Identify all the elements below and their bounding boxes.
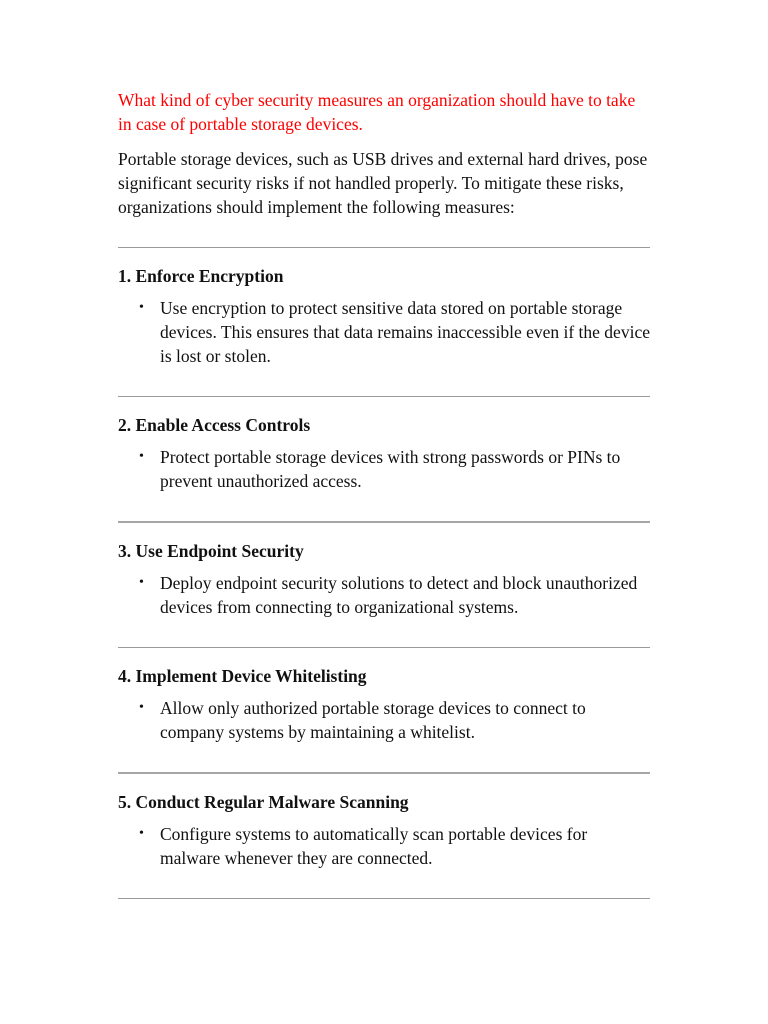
bullet-icon: • [139,700,144,715]
section-endpoint-security [118,523,650,647]
list-item-text: Use encryption to protect sensitive data stored on portable storage devices. This ensures that data remains inaccessible even if the device is lost or stolen. [160,298,650,366]
section-heading: 2. Enable Access Controls [118,415,311,435]
intro-paragraph: Portable storage devices, such as USB drives and external hard drives, pose significant security risks if not handled properly. To mitigate these risks, organizations should implement the following measures: [118,149,648,217]
bullet-icon: • [139,449,144,464]
question-heading: What kind of cyber security measures an organization should have to take in case of portable storage devices. [118,90,636,134]
section-heading: 3. Use Endpoint Security [118,541,304,561]
list-item-text: Deploy endpoint security solutions to detect and block unauthorized devices from connecting to organizational systems. [160,573,638,617]
list-item [139,445,650,493]
section-heading: 1. Enforce Encryption [118,266,284,286]
list-item [139,822,650,870]
section-heading: 4. Implement Device Whitelisting [118,666,367,686]
bullet-list [118,822,650,870]
bullet-icon: • [139,826,144,841]
list-item [139,571,650,619]
section-malware-scanning [118,774,650,898]
list-item-text: Protect portable storage devices with strong passwords or PINs to prevent unauthorized access. [160,447,621,491]
bullet-list [118,445,650,493]
list-item-text: Configure systems to automatically scan portable devices for malware whenever they are connected. [160,824,588,868]
section-access-controls [118,397,650,521]
bullet-icon: • [139,300,144,315]
bullet-list [118,296,650,368]
section-heading: 5. Conduct Regular Malware Scanning [118,792,409,812]
section-device-whitelisting [118,648,650,772]
bullet-list [118,696,650,744]
document-content [118,88,650,899]
list-item [139,296,650,368]
list-item [139,696,650,744]
bullet-icon: • [139,575,144,590]
list-item-text: Allow only authorized portable storage devices to connect to company systems by maintaining a whitelist. [160,698,586,742]
section-encryption [118,248,650,396]
bullet-list [118,571,650,619]
section-divider [118,898,650,899]
